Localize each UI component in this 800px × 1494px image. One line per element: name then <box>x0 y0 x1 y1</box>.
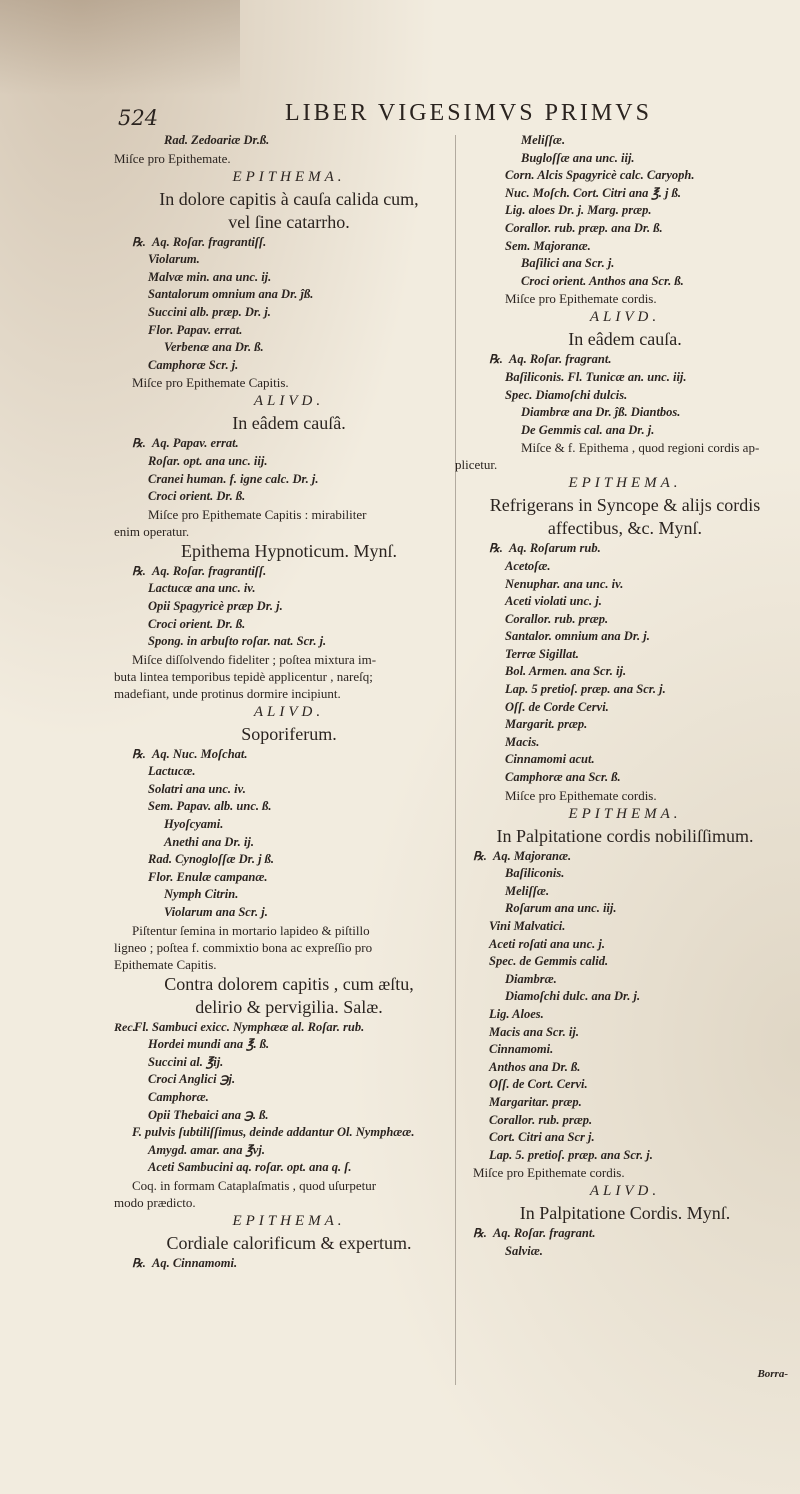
line-text: Spong. in arbuſto roſar. nat. Scr. j. <box>148 634 327 649</box>
ingredient-line <box>455 1041 795 1059</box>
ingredient-line <box>455 953 795 971</box>
ingredient-line <box>114 322 464 340</box>
heading-line <box>114 540 464 563</box>
ingredient-line <box>114 286 464 304</box>
ingredient-line <box>455 387 795 405</box>
ingredient-line <box>455 628 795 646</box>
ingredient-line <box>455 150 795 168</box>
heading-line <box>455 1202 795 1225</box>
text-line <box>114 651 464 668</box>
ingredient-line <box>114 304 464 322</box>
ingredient-line <box>114 488 464 506</box>
line-text: Aq. Nuc. Moſchat. <box>152 746 248 761</box>
text-line <box>114 685 464 702</box>
line-text: Miſce diſſolvendo fideliter ; poſtea mixtura im- <box>132 651 377 667</box>
line-text: Piſtentur ſemina in mortario lapideo & piſtillo <box>132 922 370 938</box>
ingredient-line <box>455 734 795 752</box>
ingredient-line <box>455 351 795 369</box>
ingredient-line <box>455 716 795 734</box>
line-text: Sem. Majoranæ. <box>505 238 591 253</box>
ingredient-line <box>114 357 464 375</box>
line-text: In eâdem cauſâ. <box>232 413 346 434</box>
recipe-symbol: ℞. <box>132 1255 146 1270</box>
ingredient-line <box>114 251 464 269</box>
line-text: EPITHEMA. <box>232 1212 346 1229</box>
ingredient-line <box>455 422 795 440</box>
line-text: Croci orient. Dr. ß. <box>148 489 246 504</box>
line-text: madefiant, unde protinus dormire incipiunt. <box>114 685 341 701</box>
ingredient-line <box>114 471 464 489</box>
ingredient-line <box>114 816 464 834</box>
ingredient-line <box>114 746 464 764</box>
line-text: Refrigerans in Syncope & alijs cordis <box>489 495 761 516</box>
line-text: Aq. Roſar. fragrant. <box>509 352 612 367</box>
line-text: Cinnamomi acut. <box>505 752 595 767</box>
line-text: F. pulvis ſubtiliſſimus, deinde addantur Ol. Nymphææ. <box>132 1125 415 1140</box>
ingredient-line <box>455 918 795 936</box>
heading-line <box>114 211 464 234</box>
line-text: Diambræ. <box>505 971 557 986</box>
line-text: Hyoſcyami. <box>164 817 224 832</box>
line-text: Miſce & f. Epithema , quod regioni cordis ap- <box>521 440 760 456</box>
line-text: Meliſſæ. <box>521 133 566 147</box>
ingredient-line <box>114 435 464 453</box>
line-text: Sem. Papav. alb. unc. ß. <box>148 799 272 814</box>
ingredient-line <box>114 1142 464 1160</box>
line-text: Camphoræ ana Scr. ß. <box>505 770 621 785</box>
line-text: delirio & pervigilia. Salæ. <box>195 996 383 1017</box>
line-text: Aq. Cinnamomi. <box>152 1255 238 1270</box>
line-text: Meliſſæ. <box>505 883 550 898</box>
ingredient-line <box>114 132 464 150</box>
catchword: Borra- <box>757 1368 788 1380</box>
page-header <box>0 100 800 132</box>
line-text: Miſce pro Epithemate cordis. <box>505 787 657 803</box>
line-text: Violarum ana Scr. j. <box>164 905 268 920</box>
text-line <box>114 1194 464 1211</box>
ingredient-line <box>114 763 464 781</box>
ingredient-line <box>455 883 795 901</box>
page-stain <box>0 0 240 95</box>
line-text: Aceti roſati ana unc. j. <box>489 936 605 951</box>
line-text: Anethi ana Dr. ij. <box>164 834 254 849</box>
line-text: Diamoſchi dulc. ana Dr. j. <box>505 989 641 1004</box>
ingredient-line <box>455 971 795 989</box>
line-text: modo prædicto. <box>114 1194 196 1210</box>
line-text: Nuc. Moſch. Cort. Citri ana ℥. j ß. <box>505 185 681 200</box>
heading-line <box>455 328 795 351</box>
ingredient-line <box>455 593 795 611</box>
line-text: Macis ana Scr. ij. <box>489 1024 579 1039</box>
text-line <box>455 439 795 456</box>
line-text: Oſſ. de Cort. Cervi. <box>489 1077 588 1092</box>
ingredient-line <box>455 404 795 422</box>
line-text: Aq. Roſarum rub. <box>509 541 601 556</box>
line-text: ALIVD. <box>253 393 325 410</box>
ingredient-line <box>114 234 464 252</box>
ingredient-line <box>114 1054 464 1072</box>
line-text: EPITHEMA. <box>568 475 682 492</box>
text-line <box>114 506 464 523</box>
line-text: Miſce pro Epithemate cordis. <box>473 1165 625 1181</box>
ingredient-line <box>455 558 795 576</box>
ingredient-line <box>114 453 464 471</box>
ingredient-line <box>114 1107 464 1125</box>
right-column <box>455 132 795 1261</box>
line-text: Diambræ ana Dr. ĵß. Diantbos. <box>521 405 681 420</box>
ingredient-line <box>455 167 795 185</box>
heading-line <box>114 412 464 435</box>
ingredient-line <box>114 1019 464 1037</box>
line-text: Aceti Sambucini aq. roſar. opt. ana q. ſ. <box>148 1160 352 1175</box>
ingredient-line <box>455 900 795 918</box>
line-text: Hordei mundi ana ℥. ß. <box>148 1037 270 1052</box>
line-text: Baſiliconis. Fl. Tunicæ an. unc. iij. <box>505 369 687 384</box>
line-text: Succini al. ℥ij. <box>148 1054 224 1069</box>
ingredient-line <box>114 869 464 887</box>
page-number: 524 <box>118 106 159 130</box>
line-text: Epithemate Capitis. <box>114 956 217 972</box>
line-text: Coq. in formam Cataplaſmatis , quod uſurpetur <box>132 1177 377 1193</box>
running-title: LIBER VIGESIMVS PRIMVS <box>285 100 652 126</box>
line-text: Fl. Sambuci exicc. Nymphææ al. Roſar. rub. <box>134 1019 365 1034</box>
line-text: Oſſ. de Corde Cervi. <box>505 699 609 714</box>
line-text: Croci Anglici ℈j. <box>148 1072 236 1087</box>
ingredient-line <box>455 681 795 699</box>
recipe-symbol: ℞. <box>132 563 146 578</box>
text-line <box>455 456 795 473</box>
line-text: Aq. Papav. errat. <box>152 436 239 451</box>
line-text: Acetoſæ. <box>505 558 551 573</box>
line-text: Croci orient. Dr. ß. <box>148 616 246 631</box>
line-text: Vini Malvatici. <box>489 919 566 933</box>
ingredient-line <box>114 269 464 287</box>
line-text: Cinnamomi. <box>489 1042 554 1057</box>
line-text: enim operatur. <box>114 523 190 539</box>
ingredient-line <box>114 1036 464 1054</box>
line-text: Epithema Hypnoticum. Mynſ. <box>181 540 397 561</box>
ingredient-line <box>455 576 795 594</box>
line-text: Santalor. omnium ana Dr. j. <box>505 629 650 644</box>
ingredient-line <box>114 1089 464 1107</box>
ingredient-line <box>455 1024 795 1042</box>
line-text: Aq. Roſar. fragrantiſſ. <box>152 234 267 249</box>
line-text: Roſar. opt. ana unc. iij. <box>148 453 268 468</box>
heading-line <box>114 188 464 211</box>
line-text: Rad. Cynogloſſæ Dr. j ß. <box>148 852 275 867</box>
text-line <box>114 668 464 685</box>
line-text: Cort. Citri ana Scr j. <box>489 1130 595 1145</box>
line-text: Baſiliconis. <box>505 866 565 881</box>
line-text: ALIVD. <box>589 1183 661 1200</box>
line-text: Spec. de Gemmis calid. <box>489 954 609 969</box>
line-text: EPITHEMA. <box>232 168 346 185</box>
text-line <box>114 150 464 167</box>
ingredient-line <box>455 220 795 238</box>
ingredient-line <box>455 273 795 291</box>
line-text: Aq. Roſar. fragrantiſſ. <box>152 563 267 578</box>
line-text: Bol. Armen. ana Scr. ij. <box>505 664 627 679</box>
ingredient-line <box>114 1159 464 1177</box>
line-text: Lap. 5. pretioſ. præp. ana Scr. j. <box>489 1147 653 1162</box>
line-text: Salviæ. <box>505 1243 543 1258</box>
recipe-symbol: ℞. <box>489 541 503 556</box>
line-text: Amygd. amar. ana ℥vj. <box>148 1142 265 1157</box>
line-text: ligneo ; poſtea f. commixtio bona ac expreſſio pro <box>114 939 373 955</box>
line-text: plicetur. <box>455 457 498 473</box>
ingredient-line <box>455 1006 795 1024</box>
ingredient-line <box>114 851 464 869</box>
line-text: Lap. 5 pretioſ. præp. ana Scr. j. <box>505 682 666 697</box>
ingredient-line <box>114 563 464 581</box>
recipe-symbol: ℞. <box>473 1226 487 1241</box>
ingredient-line <box>455 936 795 954</box>
line-text: Corallor. rub. præp. ana Dr. ß. <box>505 220 663 235</box>
ingredient-line <box>455 663 795 681</box>
ingredient-line <box>455 1076 795 1094</box>
ingredient-line <box>455 540 795 558</box>
line-text: Santalorum omnium ana Dr. ĵß. <box>148 287 314 302</box>
line-text: Aq. Roſar. fragrant. <box>493 1226 596 1241</box>
text-line <box>114 939 464 956</box>
ingredient-line <box>114 580 464 598</box>
heading-line <box>114 723 464 746</box>
heading-line <box>114 973 464 996</box>
line-text: Camphoræ Scr. j. <box>148 357 239 372</box>
heading-line <box>455 517 795 540</box>
line-text: Corallor. rub. præp. <box>505 611 609 626</box>
heading-line <box>455 494 795 517</box>
line-text: Miſce pro Epithemate Capitis : mirabiliter <box>148 506 367 522</box>
ingredient-line <box>114 1124 464 1142</box>
text-line <box>455 1164 795 1181</box>
line-text: Margaritar. præp. <box>489 1094 582 1109</box>
line-text: ALIVD. <box>253 703 325 720</box>
ingredient-line <box>455 1129 795 1147</box>
line-text: Rad. Zedoariæ Dr.ß. <box>164 133 270 147</box>
line-text: Corn. Alcis Spagyricè calc. Caryoph. <box>505 168 695 183</box>
line-text: ALIVD. <box>589 309 661 326</box>
left-column <box>114 132 464 1273</box>
line-text: In Palpitatione Cordis. Mynſ. <box>519 1203 731 1224</box>
section-title <box>455 804 795 825</box>
line-text: Flor. Enulæ campanæ. <box>148 869 268 884</box>
ingredient-line <box>455 132 795 150</box>
line-text: Flor. Papav. errat. <box>148 322 243 337</box>
section-title <box>114 167 464 188</box>
line-text: Succini alb. præp. Dr. j. <box>148 304 271 319</box>
ingredient-line <box>455 238 795 256</box>
ingredient-line <box>114 886 464 904</box>
recipe-symbol: Rec. <box>114 1019 136 1034</box>
line-text: In Palpitatione cordis nobiliſſimum. <box>496 825 754 846</box>
ingredient-line <box>455 611 795 629</box>
line-text: Macis. <box>505 734 540 749</box>
section-title <box>114 391 464 412</box>
ingredient-line <box>114 798 464 816</box>
ingredient-line <box>114 598 464 616</box>
ingredient-line <box>455 1225 795 1243</box>
ingredient-line <box>455 369 795 387</box>
ingredient-line <box>114 781 464 799</box>
section-title <box>455 473 795 494</box>
ingredient-line <box>455 1094 795 1112</box>
ingredient-line <box>455 751 795 769</box>
line-text: affectibus, &c. Mynſ. <box>547 518 703 539</box>
ingredient-line <box>114 633 464 651</box>
ingredient-line <box>114 904 464 922</box>
line-text: Aq. Majoranæ. <box>493 848 572 863</box>
heading-line <box>114 1232 464 1255</box>
line-text: Aceti violati unc. j. <box>505 594 602 609</box>
line-text: Lig. Aloes. <box>489 1006 544 1021</box>
line-text: Miſce pro Epithemate cordis. <box>505 291 657 307</box>
text-line <box>114 956 464 973</box>
line-text: buta lintea temporibus tepidè applicentur , nareſq; <box>114 668 373 684</box>
line-text: Lactucæ ana unc. iv. <box>148 581 256 596</box>
line-text: Miſce pro Epithemate. <box>114 150 231 166</box>
section-title <box>114 702 464 723</box>
section-title <box>455 307 795 328</box>
ingredient-line <box>455 769 795 787</box>
heading-line <box>455 825 795 848</box>
line-text: Terræ Sigillat. <box>505 646 579 661</box>
ingredient-line <box>114 834 464 852</box>
ingredient-line <box>455 848 795 866</box>
line-text: Solatri ana unc. iv. <box>148 781 246 796</box>
line-text: Lactucæ. <box>148 764 196 779</box>
ingredient-line <box>455 1147 795 1165</box>
line-text: Nymph Citrin. <box>164 887 239 902</box>
line-text: In dolore capitis à cauſa calida cum, <box>159 188 419 209</box>
text-line <box>114 922 464 939</box>
line-text: Spec. Diamoſchi dulcis. <box>505 387 628 402</box>
ingredient-line <box>455 202 795 220</box>
ingredient-line <box>455 1243 795 1261</box>
recipe-symbol: ℞. <box>132 234 146 249</box>
line-text: Contra dolorem capitis , cum æſtu, <box>164 973 414 994</box>
ingredient-line <box>114 1255 464 1273</box>
line-text: Opii Thebaici ana ℈. ß. <box>148 1107 269 1122</box>
line-text: vel ſine catarrho. <box>228 211 350 232</box>
line-text: Lig. aloes Dr. j. Marg. præp. <box>505 203 652 218</box>
line-text: Nenuphar. ana unc. iv. <box>505 576 624 591</box>
line-text: In eâdem cauſa. <box>568 329 682 350</box>
line-text: Opii Spagyricè præp Dr. j. <box>148 598 283 613</box>
line-text: Croci orient. Anthos ana Scr. ß. <box>521 273 684 288</box>
ingredient-line <box>455 646 795 664</box>
recipe-symbol: ℞. <box>473 848 487 863</box>
ingredient-line <box>114 1071 464 1089</box>
recipe-symbol: ℞. <box>489 352 503 367</box>
line-text: Malvæ min. ana unc. ij. <box>148 269 272 284</box>
ingredient-line <box>114 616 464 634</box>
line-text: Cranei human. f. igne calc. Dr. j. <box>148 471 319 486</box>
ingredient-line <box>455 185 795 203</box>
heading-line <box>114 996 464 1019</box>
recipe-symbol: ℞. <box>132 746 146 761</box>
recipe-symbol: ℞. <box>132 436 146 451</box>
section-title <box>455 1181 795 1202</box>
line-text: Roſarum ana unc. iij. <box>505 901 617 916</box>
section-title <box>114 1211 464 1232</box>
text-line <box>114 1177 464 1194</box>
line-text: Miſce pro Epithemate Capitis. <box>132 375 289 391</box>
text-line <box>114 374 464 391</box>
line-text: Corallor. rub. præp. <box>489 1112 593 1127</box>
line-text: Camphoræ. <box>148 1090 209 1104</box>
line-text: Violarum. <box>148 252 200 267</box>
line-text: EPITHEMA. <box>568 805 682 822</box>
ingredient-line <box>455 699 795 717</box>
line-text: Soporiferum. <box>241 723 337 744</box>
line-text: Bugloſſæ ana unc. iij. <box>521 150 635 165</box>
ingredient-line <box>455 988 795 1006</box>
line-text: Baſilici ana Scr. j. <box>521 256 615 271</box>
ingredient-line <box>455 1059 795 1077</box>
line-text: Cordiale calorificum & expertum. <box>166 1232 412 1253</box>
ingredient-line <box>455 1112 795 1130</box>
line-text: Margarit. præp. <box>505 717 588 732</box>
ingredient-line <box>455 255 795 273</box>
text-line <box>455 290 795 307</box>
line-text: De Gemmis cal. ana Dr. j. <box>521 422 655 437</box>
text-line <box>114 523 464 540</box>
line-text: Anthos ana Dr. ß. <box>489 1059 581 1074</box>
ingredient-line <box>455 865 795 883</box>
text-line <box>455 787 795 804</box>
line-text: Verbenæ ana Dr. ß. <box>164 340 264 355</box>
ingredient-line <box>114 339 464 357</box>
